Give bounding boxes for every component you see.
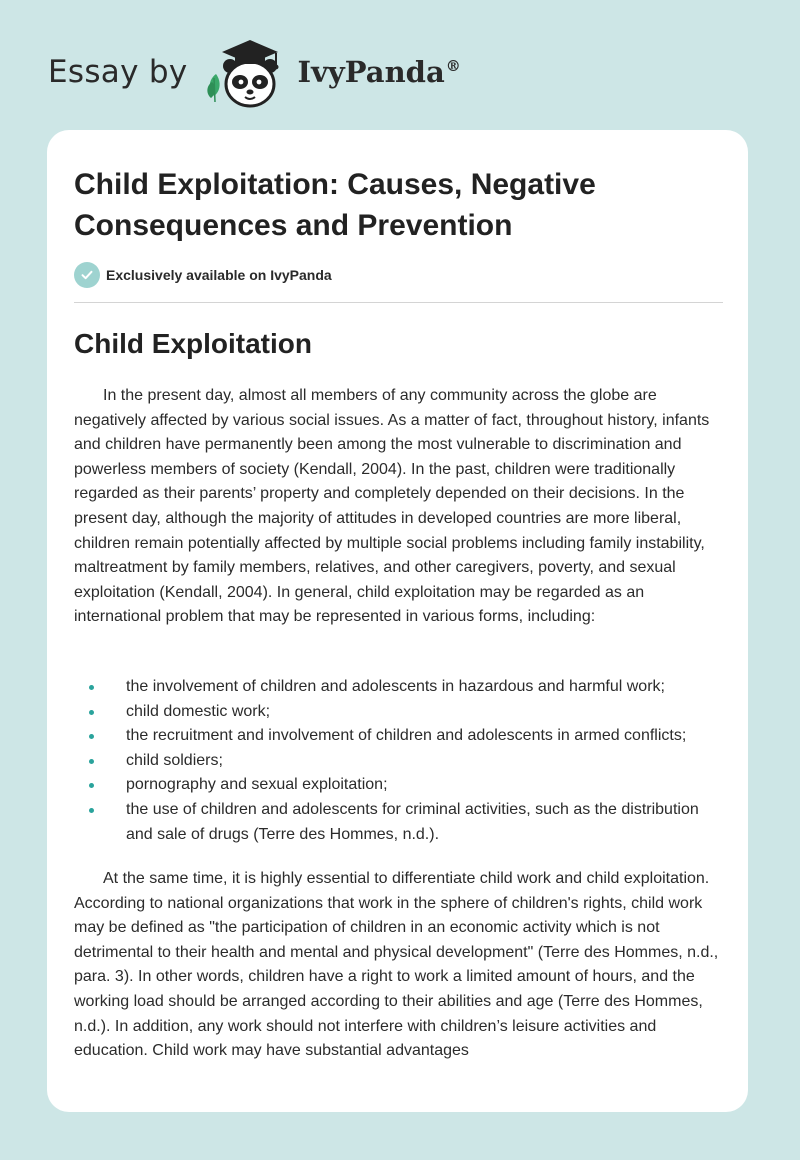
paragraph-1: In the present day, almost all members of any community across the globe are negatively affected by various social issues. As a matter of fact, throughout history, infants and children have permanently been among the most vulnerable to discrimination and powerless members of society (Kendall, 2004). In the past, children were traditionally regarded as their parents’ property and completely depended on their decisions. In the present day, although the majority of attitudes in developed countries are more liberal, children remain potentially affected by multiple social problems including family instability, maltreatment by family members, relatives, and other caregivers, poverty, and sexual exploitation (Kendall, 2004). In general, child exploitation may be regarded as an international problem that may be represented in various forms, including: <box>74 387 710 626</box>
list-item: child domestic work; <box>74 700 724 725</box>
section-heading: Child Exploitation <box>74 328 312 359</box>
list-item: the recruitment and involvement of children and adolescents in armed conflicts; <box>74 724 724 749</box>
brand-prefix: Essay by <box>48 54 188 90</box>
paragraph-2: At the same time, it is highly essential to differentiate child work and child exploitation. According to national organizations that work in the sphere of children's rights, child work may be defined as "the participation of children in an economic activity which is not detrimental to their health and mental and physical development" (Terre des Hommes, n.d., para. 3). In other words, children have a right to work a limited amount of hours, and the working load should be arranged according to their abilities and age (Terre des Hommes, n.d.). In addition, any work should not interfere with children’s leisure activities and education. Child work may have substantial advantages <box>74 870 719 1060</box>
list-item: the use of children and adolescents for criminal activities, such as the distribution and sale of drugs (Terre des Hommes, n.d.). <box>74 798 724 847</box>
divider <box>74 302 723 303</box>
panda-graduate-icon <box>202 34 294 110</box>
exclusive-badge-label: Exclusively available on IvyPanda <box>106 267 332 283</box>
list-item: the involvement of children and adolescents in hazardous and harmful work; <box>74 675 724 700</box>
list-item: child soldiers; <box>74 749 724 774</box>
page-title: Child Exploitation: Causes, Negative Consequences and Prevention <box>74 168 596 242</box>
check-icon <box>74 262 100 288</box>
brand-header[interactable] <box>48 34 461 110</box>
list-item: pornography and sexual exploitation; <box>74 773 724 798</box>
exploitation-forms-list <box>74 675 724 847</box>
brand-name: IvyPanda® <box>297 55 461 89</box>
exclusive-badge <box>74 262 332 288</box>
essay-card <box>47 130 748 1112</box>
registered-mark: ® <box>445 57 461 76</box>
